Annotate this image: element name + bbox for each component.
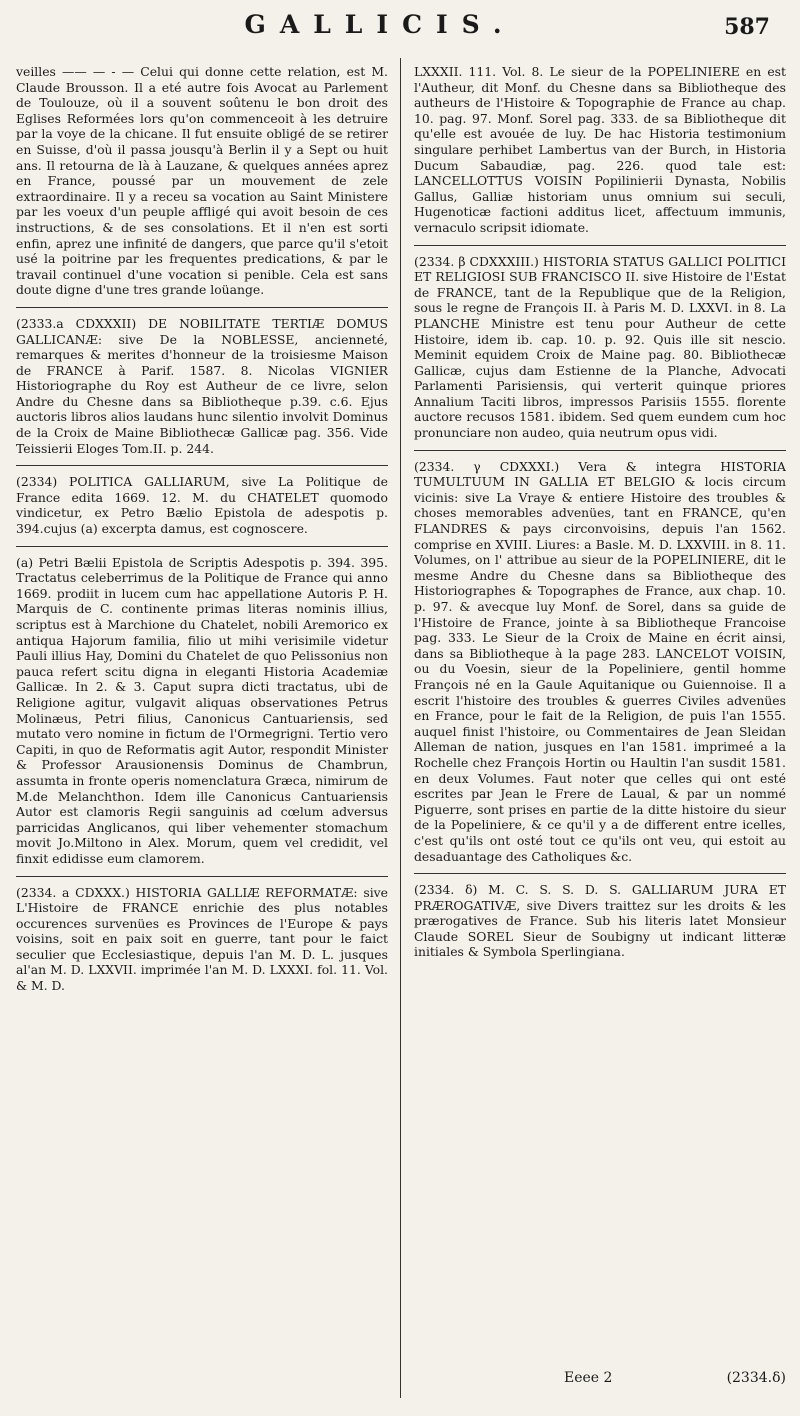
right-column [414,64,786,1400]
entry-text: (2334) POLITICA GALLIARUM, sive La Politique de France edita 1669. 12. M. du CHATELET quomodo vindicetur, ex Petro Bælio Epistola de adespotis p. 394.cujus (a) excerpta damus, est cognoscere. [16,474,388,537]
entry-brousson-note [16,64,388,298]
page-number: 587 [724,14,770,40]
entry-text: (2334. a CDXXX.) HISTORIA GALLIÆ REFORMATÆ: sive L'Histoire de FRANCE enrichie des plus notables occurences survenües es Provinces de l'Europe & pays voisins, soit en paix soit en guerre, tant pour le faict seculier que Ecclesiastique, depuis l'an M. D. L. jusques al'an M. D. LXXVII. imprimée l'an M. D. LXXXI. fol. 11. Vol. & M. D. [16,884,388,994]
entry-2334g [414,459,786,864]
entry-rule [414,450,786,451]
footnote-a [16,555,388,867]
entry-text: (2334. β CDXXXIII.) HISTORIA STATUS GALLICI POLITICI ET RELIGIOSI SUB FRANCISCO II. sive Histoire de l'Estat de FRANCE, tant de la Republique que de la Religion, sous le regne de François II. à Paris M. D. LXXVI. in 8. La PLANCHE Ministre est tenu pour Autheur de cette Histoire, idem ib. cap. 10. p. 92. Quis ille sit nescio. Meminit equidem Croix de Maine pag. 80. Bibliothecæ Gallicæ, cujus dam Estienne de la Planche, Advocati Parlamenti Parisiensis, qui verterit quinque priores Annalium Taciti libros, impressos Parisiis 1555. florente auctore recusos 1581. ibidem. Sed quem eundem cum hoc pronunciare non audeo, quia neutrum opus vidi. [414,253,786,441]
entry-2334a [16,885,388,994]
footnote-rule [16,546,388,547]
entry-text: (2333.a CDXXXII) DE NOBILITATE TERTIÆ DOMUS GALLICANÆ: sive De la NOBLESSE, ancienneté, remarques & merites d'honneur de la troisiesme Maison de FRANCE à Parif. 1587. 8. Nicolas VIGNIER Historiographe du Roy est Autheur de ce livre, selon Andre du Chesne dans sa Bibliotheque p.39. c.6. Ejus auctoris libros alios laudans hunc silentio involvit Dominus de la Croix de Maine Bibliothecæ Gallicæ pag. 356. Vide Teissierii Eloges Tom.II. p. 244. [16,315,388,456]
running-head [0,6,800,50]
page-footer [414,1370,786,1394]
entry-2334b [414,254,786,441]
entry-rule [414,873,786,874]
running-title: GALLICIS. [244,10,516,39]
entry-2334 [16,474,388,536]
entry-text: (a) Petri Bælii Epistola de Scriptis Adespotis p. 394. 395. Tractatus celeberrimus de la Politique de France qui anno 1669. prodiit in lucem cum hac appellatione Autoris P. H. Marquis de C. continente primas literas nominis illius, scriptus est à Marchione du Chatelet, nobili Aremorico ex antiqua Hajorum familia, filio ut mihi verisimile videtur Pauli illius Hay, Domini du Chatelet de quo Pelissonius non pauca refert scitu digna in eleganti Historia Academiæ Gallicæ. In 2. & 3. Caput supra dicti tractatus, ubi de Religione agitur, vulgavit aliquas observationes Petrus Molinæus, Petri filius, Canonicus Cantuariensis, sed mutato vero nomine in fictum de l'Ormegrigni. Tertio vero Capiti, in quo de Reformatis agit Autor, respondit Minister & Professor Arausionensis Dominus de Chambrun, assumta in fronte operis nomenclatura Græca, nimirum de M.de Melanchthon. Idem ille Canonicus Cantuariensis Autor est clamoris Regii sanguinis ad cœlum adversus parricidas Anglicanos, qui liber vehementer stomachum movit Jo.Miltono in Alex. Morum, quem vel credidit, vel finxit edidisse eum clamorem. [16,554,388,866]
entry-2334a-continued [414,64,786,236]
entry-rule [16,465,388,466]
catchword: (2334.δ) [726,1370,786,1386]
entry-text: (2334. γ CDXXXI.) Vera & integra HISTORIA TUMULTUUM IN GALLIA ET BELGIO & locis circum vicinis: sive La Vraye & entiere Histoire des troubles & choses memorables advenües, tant en FRANCE, qu'en FLANDRES & pays circonvoisins, depuis l'an 1562. comprise en XVIII. Liures: a Basle. M. D. LXXVIII. in 8. 11. Volumes, on l' attribue au sieur de la POPELINIERE, dit le mesme Andre du Chesne dans sa Bibliotheque des Historiographes & Topographes de France, aux chap. 10. p. 97. & avecque luy Monf. de Sorel, dans sa guide de l'Histoire de France, jointe à sa Bibliotheque Francoise pag. 333. Le Sieur de la Croix de Maine en écrit ainsi, dans sa Bibliotheque à la page 283. LANCELOT VOISIN, ou du Voesin, sieur de la Popeliniere, gentil homme François né en la Gaule Aquitanique ou Guiennoise. Il a escrit l'histoire des troubles & guerres Civiles advenües en France, pour le fait de la Religion, de puis l'an 1555. auquel finist l'histoire, ou Commentaires de Jean Sleidan Alleman de nation, jusques en l'an 1581. imprimeé a la Rochelle chez François Hortin ou Haultin l'an susdit 1581. en deux Volumes. Faut noter que celles qui ont esté escrites par Jean le Frere de Laual, & par un nommé Piguerre, sont prises en partie de la ditte histoire du sieur de la Popeliniere, & ce qu'il y a de different entre icelles, c'est qu'ils ont osté tout ce qu'ils ont veu, qui estoit au desaduantage des Catholiques &c. [414,458,786,864]
entry-text: LXXXII. 111. Vol. 8. Le sieur de la POPELINIERE en est l'Autheur, dit Monf. du Chesne dans sa Bibliotheque des autheurs de l'Histoire & Topographie de France au chap. 10. pag. 97. Monf. Sorel pag. 333. de sa Bibliotheque dit qu'elle est avouée de luy. De hac Historia testimonium singulare perhibet Lambertus van der Burch, in Historia Ducum Sabaudiæ, pag. 226. quod tale est: LANCELLOTTUS VOISIN Popilinierii Dynasta, Nobilis Gallus, Galliæ historiam unus omnium sui seculi, Hugenoticæ factioni additus licet, affectuum immunis, vernaculo scripsit idiomate. [414,64,786,235]
entry-rule [16,307,388,308]
entry-2333a [16,316,388,456]
entry-rule [16,876,388,877]
entry-rule [414,245,786,246]
column-divider [400,58,401,1398]
entry-2334d [414,882,786,960]
left-column [16,64,388,1400]
signature-mark: Eeee 2 [564,1370,613,1386]
entry-text: veilles —— — - — Celui qui donne cette relation, est M. Claude Brousson. Il a eté autre fois Avocat au Parlement de Toulouze, où il a souvent soûtenu le bon droit des Eglises Reformées lors qu'on commenceoit à les detruire par la voye de la chicane. Il fut ensuite obligé de se retirer en Suisse, d'où il passa jousqu'à Berlin il y a Sept ou huit ans. Il retourna de là à Lauzane, & quelques années aprez en France, poussé par un mouvement de zele extraordinaire. Il y a receu sa vocation au Saint Ministere par les voeux d'un peuple affligé qui avoit besoin de ces instructions, & de ses consolations. Et il n'en est sorti enfin, aprez une infinité de dangers, que parce qu'il s'etoit usé la poitrine par les frequentes predications, & par le travail continuel d'une vocation si penible. Cela est sans doute digne d'une tres grande loüange. [16,64,388,298]
entry-text: (2334. δ) M. C. S. S. D. S. GALLIARUM JURA ET PRÆROGATIVÆ, sive Divers traittez sur les droits & les prærogatives de France. Sub his literis latet Monsieur Claude SOREL Sieur de Soubigny ut indicant litteræ initiales & Symbola Sperlingiana. [414,882,786,960]
